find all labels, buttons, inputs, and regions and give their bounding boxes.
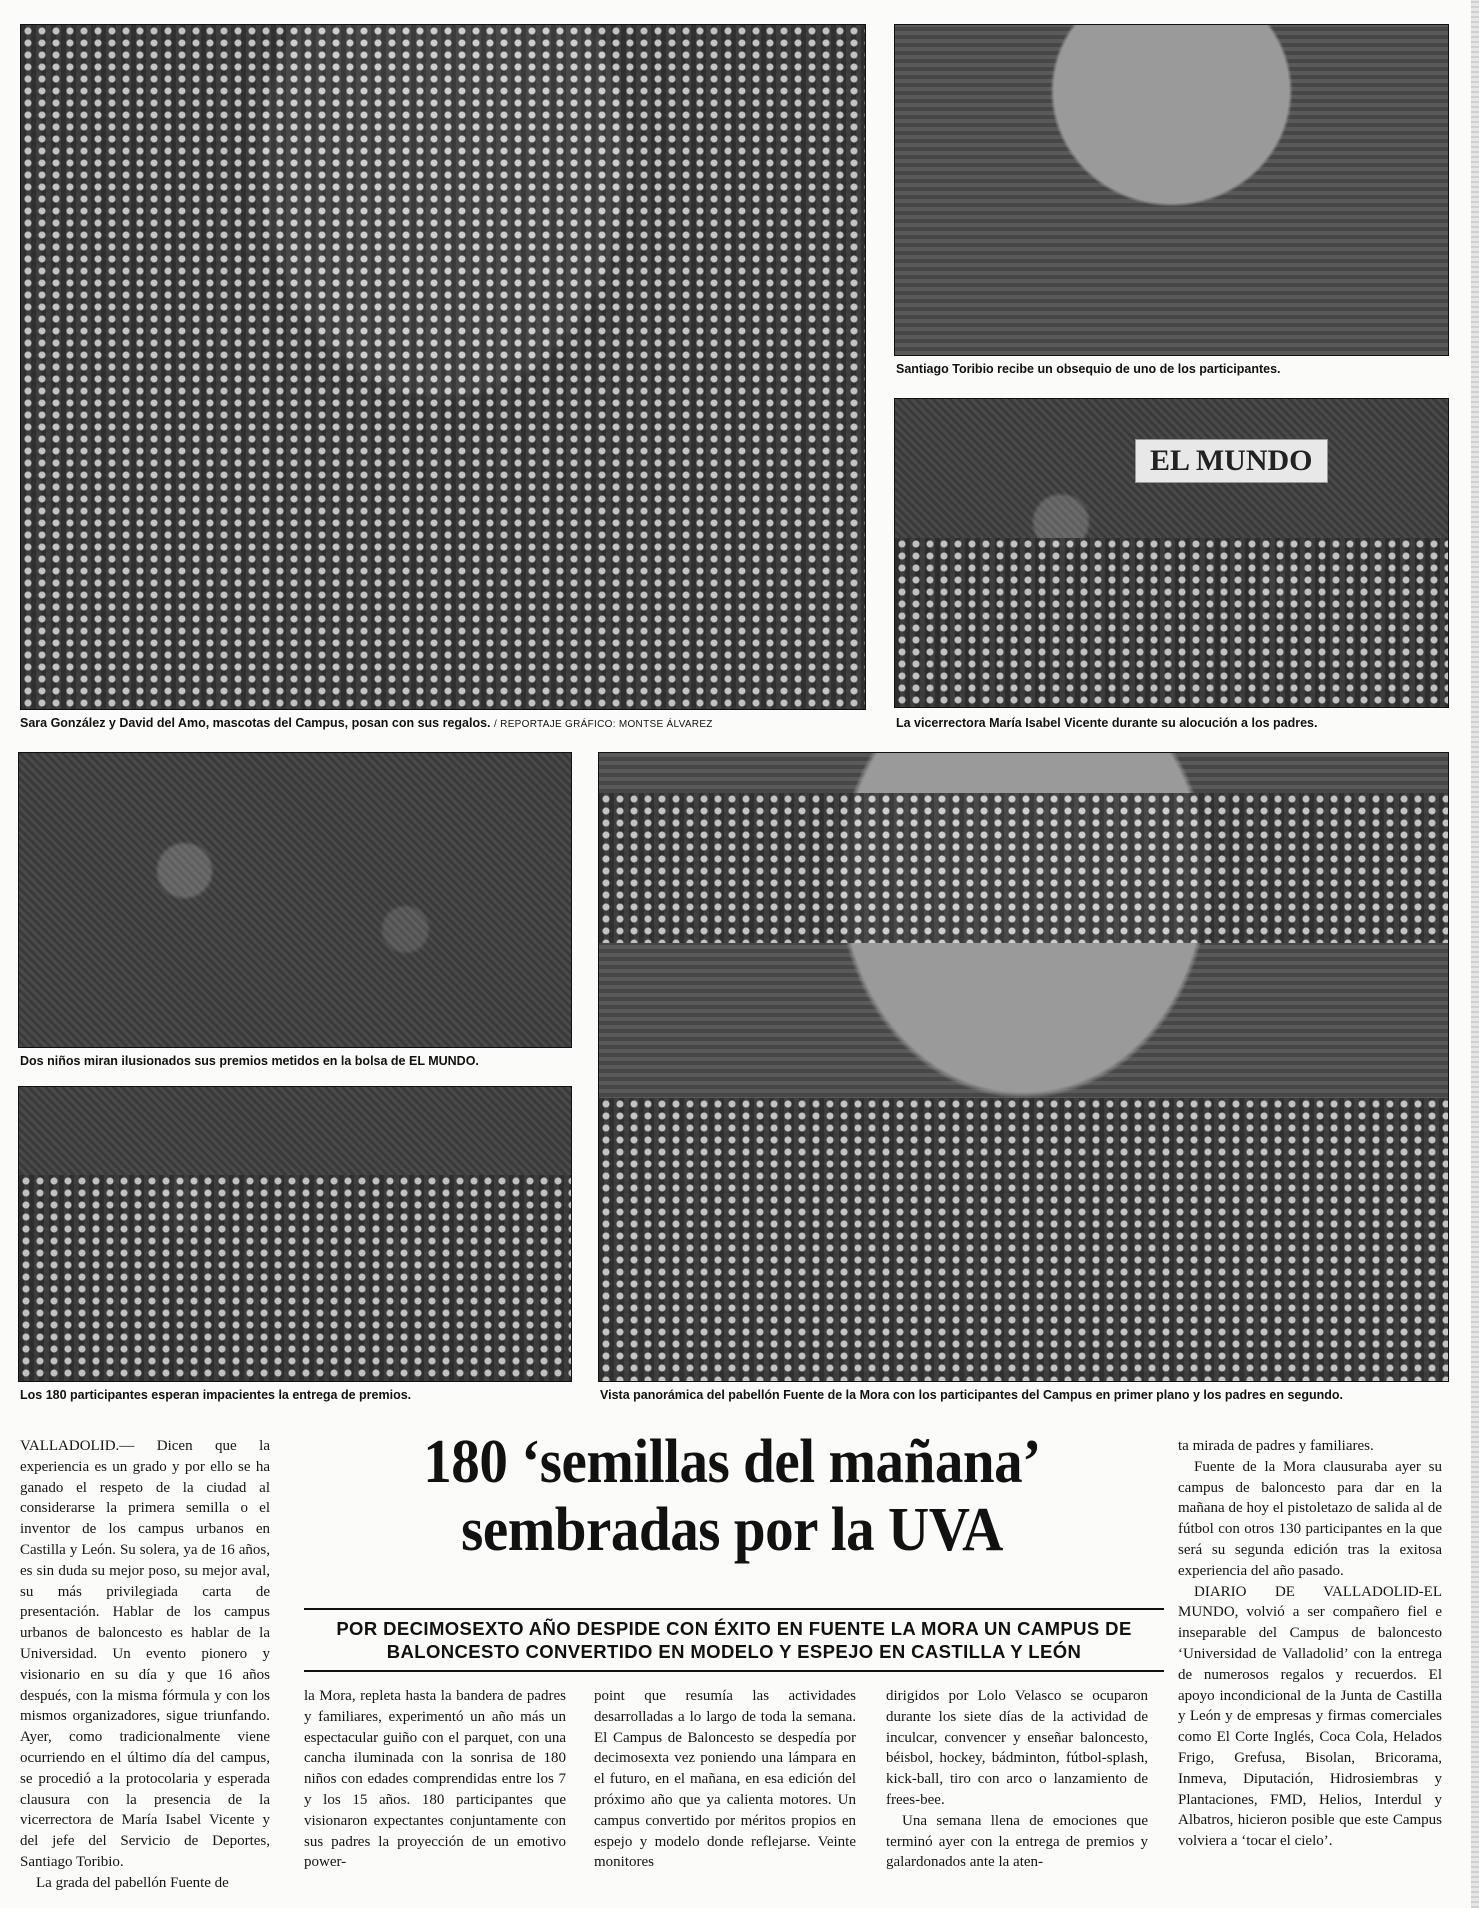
photo-caption-vicerrectora: La vicerrectora María Isabel Vicente durante su alocución a los padres. (896, 716, 1318, 730)
subheadline: POR DECIMOSEXTO AÑO DESPIDE CON ÉXITO EN FUENTE LA MORA UN CAMPUS DE BALONCESTO CONVERTIDO EN MODELO Y ESPEJO EN CASTILLA Y LEÓN (304, 1608, 1164, 1672)
caption-text: Sara González y David del Amo, mascotas del Campus, posan con sus regalos. (20, 716, 491, 730)
photo-caption-participants: Los 180 participantes esperan impacientes la entrega de premios. (20, 1388, 412, 1402)
paragraph: Fuente de la Mora clausuraba ayer su campus de baloncesto para dar en la mañana de hoy el pistoletazo de salida al de fútbol con otros 130 participantes en la que será su segunda edición tras la exitosa experiencia del año pasado. (1178, 1458, 1442, 1579)
article-column-5 (1178, 1436, 1442, 1896)
photo-crowd-stands (599, 793, 1448, 943)
photo-caption-toribio: Santiago Toribio recibe un obsequio de uno de los participantes. (896, 362, 1281, 376)
paragraph: la Mora, repleta hasta la bandera de padres y familiares, experimentó un año más un espectacular guiño con el parquet, con una cancha iluminada con la sonrisa de 180 niños con edades comprendidas entre los 7 y los 15 años. 180 participantes que visionaron expectantes conjuntamente con sus padres la proyección de un emotivo power- (304, 1688, 566, 1871)
headline-line-1: 180 ‘semillas del mañana’ (423, 1428, 1041, 1496)
photo-caption-panoramic: Vista panorámica del pabellón Fuente de la Mora con los participantes del Campus en primer plano y los padres en segundo. (600, 1388, 1344, 1402)
photo-caption-mascots (20, 716, 713, 732)
photo-crowd (19, 1175, 571, 1381)
photo-crowd (21, 25, 865, 709)
photo-two-kids (18, 752, 572, 1048)
paragraph: La grada del pabellón Fuente de (36, 1874, 229, 1891)
photo-vicerrectora (894, 398, 1449, 708)
article-column-2 (304, 1686, 566, 1896)
page-edge (1471, 0, 1479, 1908)
article-column-1 (20, 1436, 270, 1896)
article-column-4 (886, 1686, 1148, 1896)
photo-mascots (20, 24, 866, 710)
article-column-3 (594, 1686, 856, 1896)
paragraph: ta mirada de padres y familiares. (1178, 1438, 1374, 1454)
photo-caption-two-kids: Dos niños miran ilusionados sus premios metidos en la bolsa de EL MUNDO. (20, 1054, 479, 1068)
headline-line-2: sembradas por la UVA (461, 1496, 1003, 1564)
photo-crowd-floor (599, 1098, 1448, 1381)
paragraph: DIARIO DE VALLADOLID-EL MUNDO, volvió a ser compañero fiel e inseparable del Campus de baloncesto ‘Universidad de Valladolid’ con la entrega de numerosos regalos y recuerdos. El apoyo incondicional de la Junta de Castilla y León y de empresas y firmas comerciales como El Corte Inglés, Coca Cola, Helados Frigo, Grefusa, Bisolan, Bricorama, Inmeva, Diputación, Hidrosiembras y Plantaciones, FMD, Helios, Interdul y Albatros, hicieron posible que este Campus volviera a ‘tocar el cielo’. (1178, 1583, 1442, 1850)
paragraph: Una semana llena de emociones que terminó ayer con la entrega de premios y galardonados ante la aten- (886, 1812, 1148, 1871)
photo-crowd (895, 538, 1448, 707)
photo-panoramic (598, 752, 1449, 1382)
photo-toribio (894, 24, 1449, 356)
paragraph: dirigidos por Lolo Velasco se ocuparon durante los siete días de la actividad de inculcar, convencer y enseñar baloncesto, béisbol, hockey, bádminton, fútbol-splash, kick-ball, tiro con arco o lanzamiento de frees-bee. (886, 1688, 1148, 1808)
el-mundo-banner: EL MUNDO (1135, 439, 1328, 483)
paragraph: point que resumía las actividades desarrolladas a lo largo de toda la semana. El Campus de Baloncesto se despedía por decimosexta vez poniendo una lámpara en el futuro, en el mañana, en esa edición del próximo año que ya calienta motores. Un campus convertido por méritos propios en espejo y modelo donde reflejarse. Veinte monitores (594, 1688, 856, 1871)
headline (331, 1428, 1133, 1564)
photo-participants (18, 1086, 572, 1382)
paragraph: VALLADOLID.— Dicen que la experiencia es un grado y por ello se ha ganado el respeto de la ciudad al considerarse la primera semilla o el inventor de los campus urbanos en Castilla y León. Su solera, ya de 16 años, es sin duda su mejor poso, su mejor aval, su más privilegiada carta de presentación. Hablar de los campus urbanos de baloncesto es hablar de la Universidad. Un evento pionero y visionario en su día y que 16 años después, con la misma fórmula y con los mismos organizadores, sigue triunfando. Ayer, como tradicionalmente viene ocurriendo en el último día del campus, se procedió a la protocolaria y esperada clausura con la presencia de la vicerrectora de María Isabel Vicente y del jefe del Servicio de Deportes, Santiago Toribio. (20, 1438, 270, 1870)
photo-credit: / REPORTAJE GRÁFICO: MONTSE ÁLVAREZ (494, 719, 713, 730)
